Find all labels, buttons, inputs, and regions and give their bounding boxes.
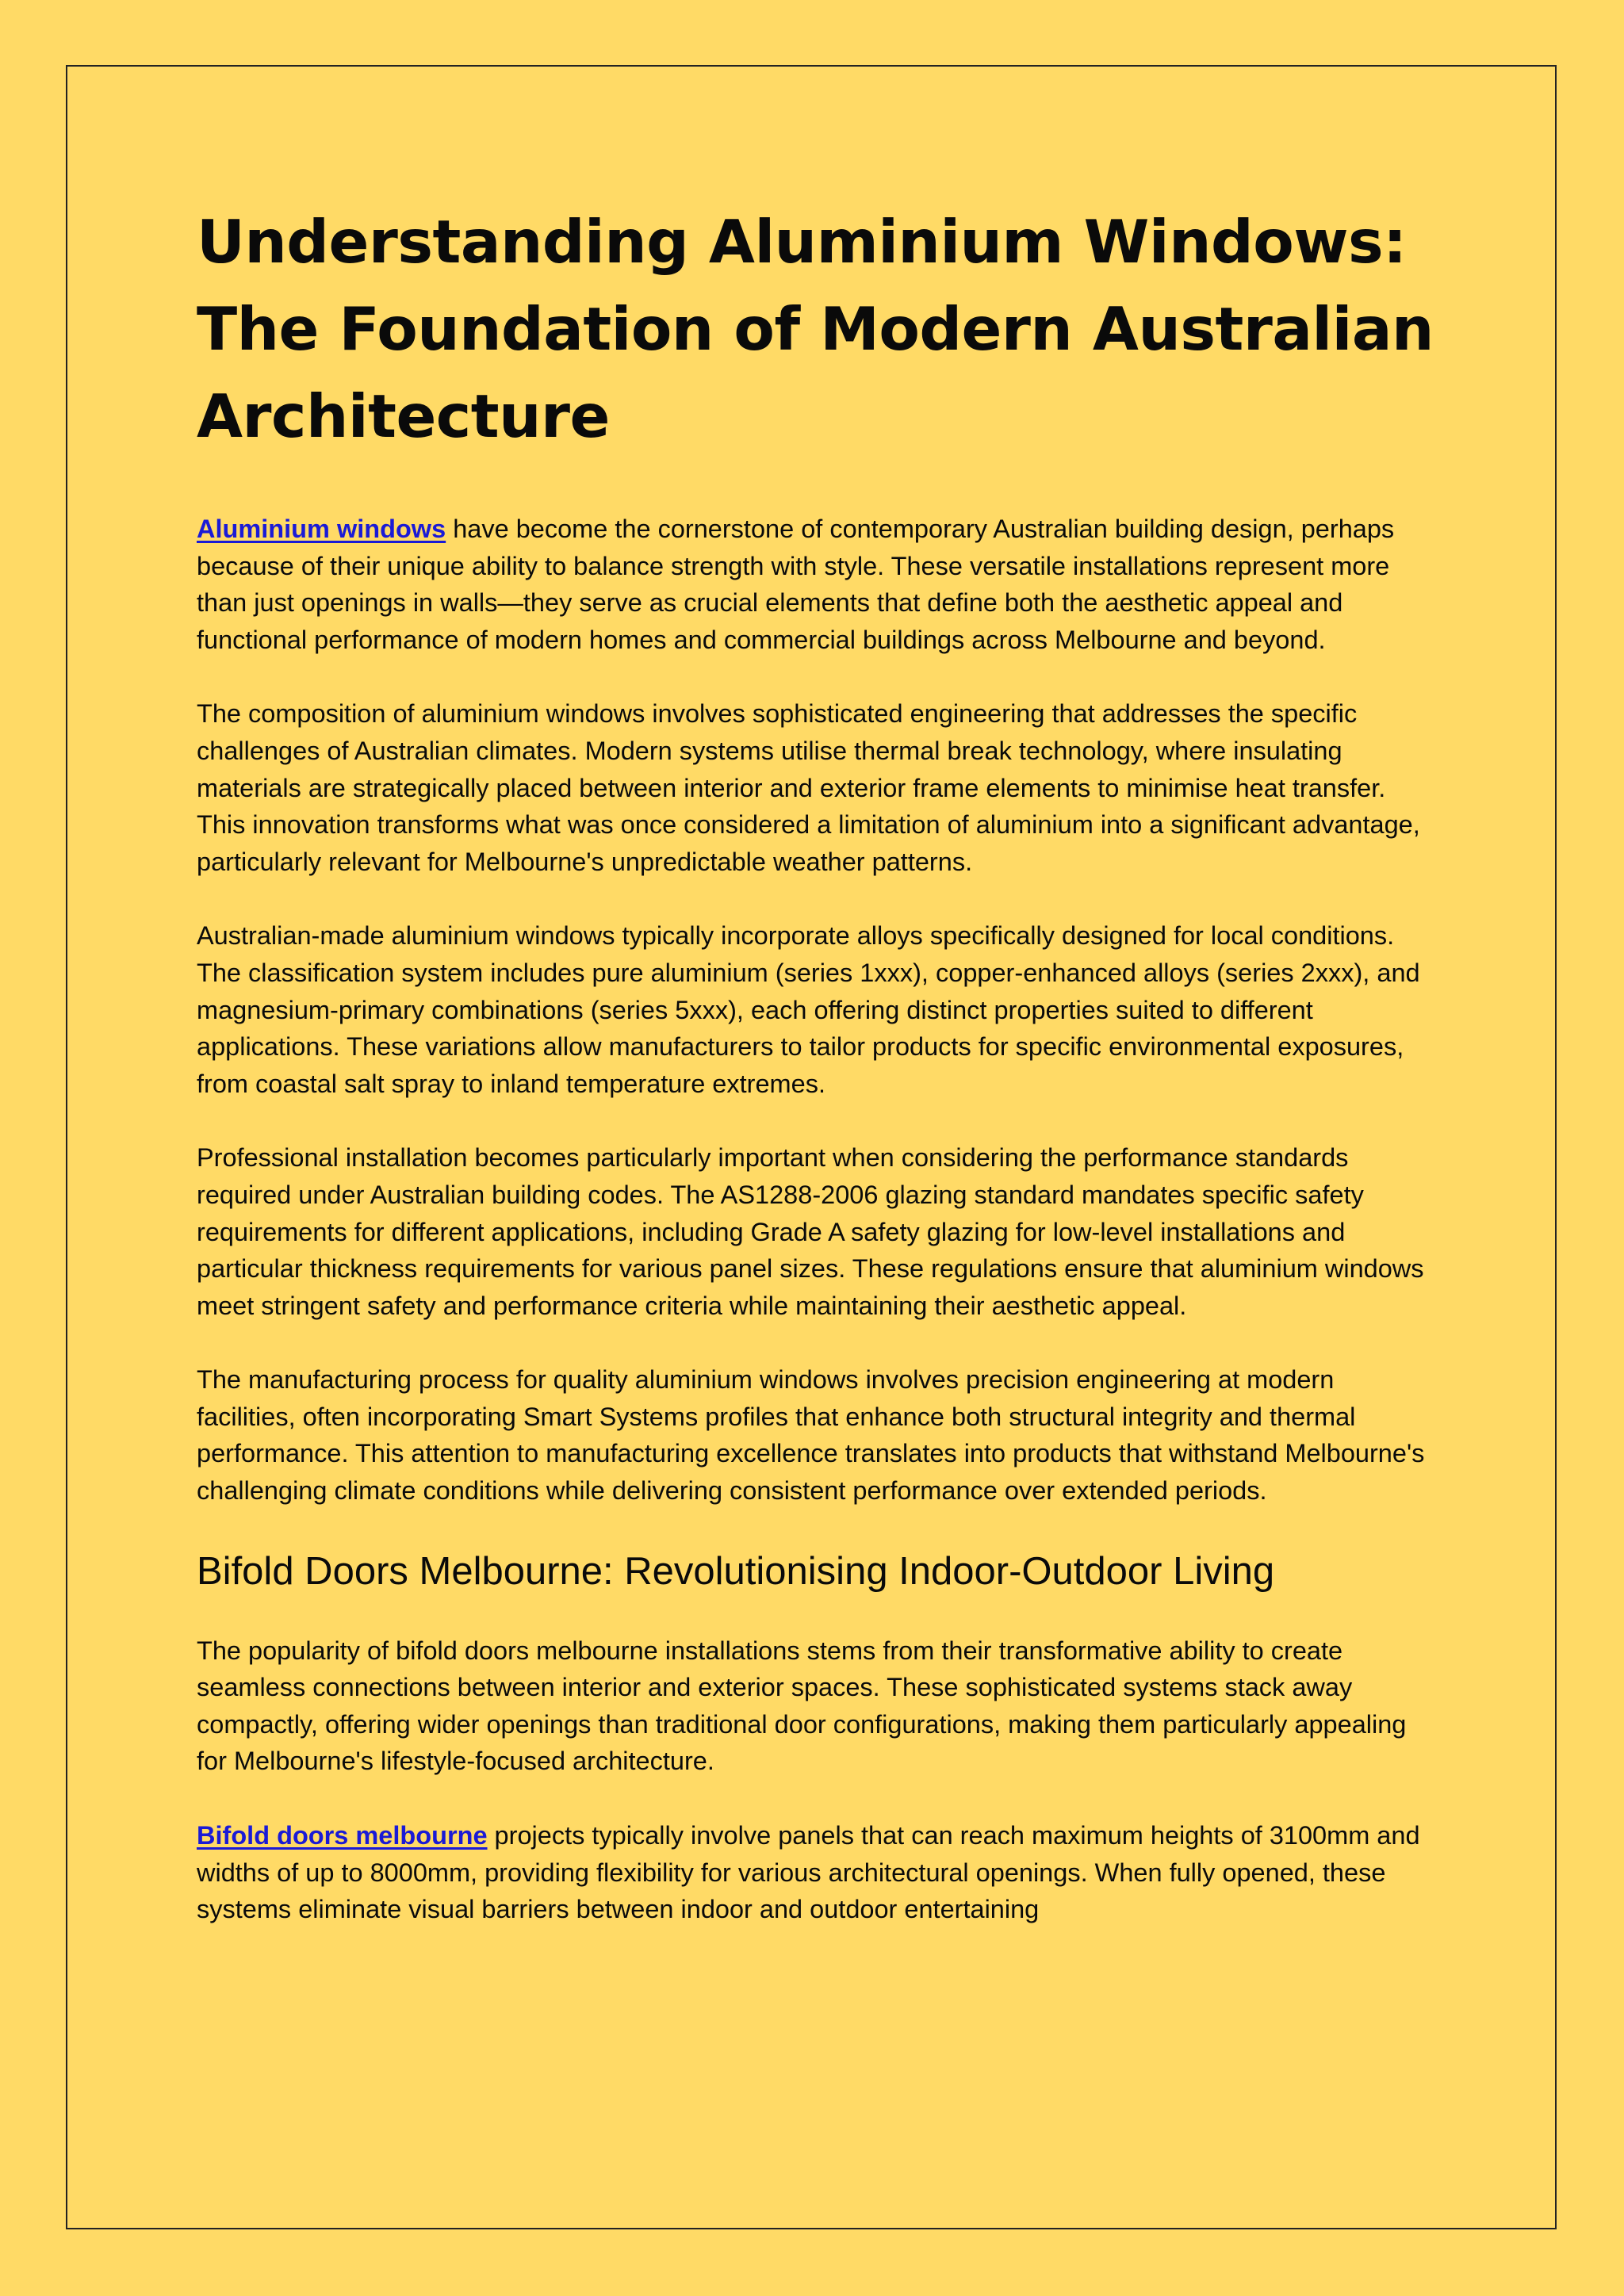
- bifold-doors-melbourne-link[interactable]: Bifold doors melbourne: [197, 1821, 488, 1850]
- intro-paragraph: [197, 511, 1434, 658]
- bifold-popularity-paragraph: The popularity of bifold doors melbourne installations stems from their transformative ability to create seamless connections between interior and exterior spaces. These sophisticated systems stack away compactly, offering wider openings than traditional door configurations, making them particularly appealing for Melbourne's lifestyle-focused architecture.: [197, 1636, 1407, 1776]
- bifold-section-heading: Bifold Doors Melbourne: Revolutionising Indoor-Outdoor Living: [197, 1549, 1275, 1593]
- bifold-projects-paragraph: [197, 1817, 1434, 1928]
- bifold-projects-paragraph-text: projects typically involve panels that can reach maximum heights of 3100mm and widths of up to 8000mm, providing flexibility for various architectural openings. When fully opened, these systems eliminate visual barriers between indoor and outdoor entertaining: [197, 1821, 1420, 1924]
- alloys-paragraph: Australian-made aluminium windows typically incorporate alloys specifically designed for local conditions. The classification system includes pure aluminium (series 1xxx), copper-enhanced alloys (series 2xxx), and magnesium-primary combinations (series 5xxx), each offering distinct properties suited to different applications. These variations allow manufacturers to tailor products for specific environmental exposures, from coastal salt spray to inland temperature extremes.: [197, 921, 1420, 1098]
- installation-paragraph: Professional installation becomes particularly important when considering the performance standards required under Australian building codes. The AS1288-2006 glazing standard mandates specific safety requirements for different applications, including Grade A safety glazing for low-level installations and particular thickness requirements for various panel sizes. These regulations ensure that aluminium windows meet stringent safety and performance criteria while maintaining their aesthetic appeal.: [197, 1143, 1424, 1320]
- article-content: [197, 198, 1434, 1965]
- manufacturing-paragraph: The manufacturing process for quality aluminium windows involves precision engineering at modern facilities, often incorporating Smart Systems profiles that enhance both structural integrity and thermal performance. This attention to manufacturing excellence translates into products that withstand Melbourne's challenging climate conditions while delivering consistent performance over extended periods.: [197, 1365, 1425, 1506]
- article-title: Understanding Aluminium Windows: The Foundation of Modern Australian Architecture: [197, 207, 1434, 451]
- composition-paragraph: The composition of aluminium windows involves sophisticated engineering that addresses the specific challenges of Australian climates. Modern systems utilise thermal break technology, where insulating materials are strategically placed between interior and exterior frame elements to minimise heat transfer. This innovation transforms what was once considered a limitation of aluminium into a significant advantage, particularly relevant for Melbourne's unpredictable weather patterns.: [197, 699, 1420, 876]
- aluminium-windows-link[interactable]: Aluminium windows: [197, 515, 446, 543]
- intro-paragraph-text: have become the cornerstone of contemporary Australian building design, perhaps because of their unique ability to balance strength with style. These versatile installations represent more than just openings in walls—they serve as crucial elements that define both the aesthetic appeal and functional performance of modern homes and commercial buildings across Melbourne and beyond.: [197, 515, 1395, 654]
